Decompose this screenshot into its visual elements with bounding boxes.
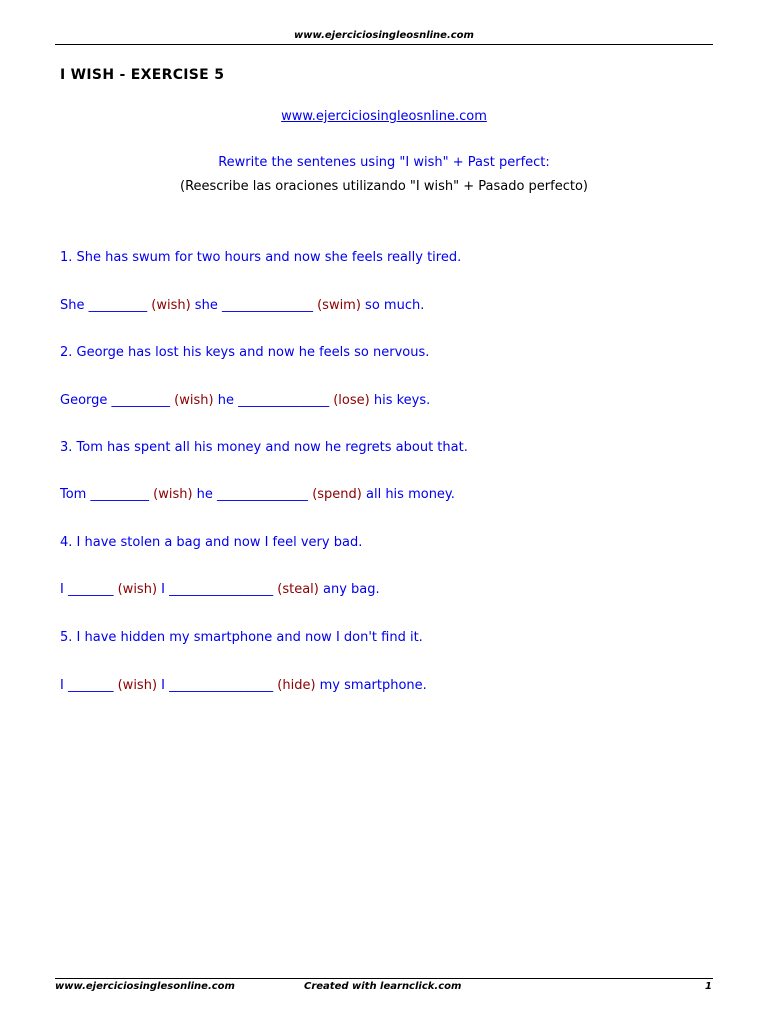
exercise-5-pronoun: I [157, 678, 170, 693]
exercise-3-verb-hint-2: (spend) [312, 487, 362, 502]
exercise-4-verb-hint-2: (steal) [277, 582, 319, 597]
exercise-5-answer-line [60, 678, 427, 693]
footer-credit: Created with learnclick.com [304, 981, 462, 992]
exercise-2-verb-hint-1: (wish) [174, 393, 214, 408]
exercise-5-sentence: 5. I have hidden my smartphone and now I don't find it. [60, 630, 423, 645]
exercise-3-verb-hint-1: (wish) [153, 487, 193, 502]
exercise-2-blank-2[interactable]: ______________ [238, 393, 330, 408]
exercise-4-sentence: 4. I have stolen a bag and now I feel very bad. [60, 535, 363, 550]
exercise-1-pronoun: she [190, 298, 222, 313]
header-url: www.ejerciciosingleosnline.com [294, 30, 474, 41]
exercise-4-pronoun: I [157, 582, 170, 597]
exercise-2-pronoun: he [213, 393, 239, 408]
exercise-5-subject: I [60, 678, 68, 693]
exercise-3-ending: all his money. [361, 487, 455, 502]
exercise-3-subject: Tom [60, 487, 91, 502]
exercise-1-sentence: 1. She has swum for two hours and now she feels really tired. [60, 250, 462, 265]
footer-url: www.ejerciciosinglesonline.com [55, 981, 235, 992]
exercise-2-answer-line [60, 393, 430, 408]
exercise-4-subject: I [60, 582, 68, 597]
exercise-1-answer-line [60, 298, 424, 313]
exercise-5-blank-1[interactable]: _______ [67, 678, 114, 693]
exercise-2-ending: his keys. [369, 393, 431, 408]
exercise-4-blank-1[interactable]: _______ [67, 582, 114, 597]
footer-divider [55, 978, 713, 979]
exercise-2-blank-1[interactable]: _________ [111, 393, 171, 408]
exercise-2-subject: George [60, 393, 112, 408]
exercise-1-verb-hint-2: (swim) [317, 298, 361, 313]
site-link[interactable]: www.ejerciciosingleosnline.com [281, 109, 487, 124]
page-number: 1 [705, 981, 712, 992]
exercise-3-blank-1[interactable]: _________ [90, 487, 149, 502]
page-title: I WISH - EXERCISE 5 [60, 67, 225, 83]
exercise-3-sentence: 3. Tom has spent all his money and now he regrets about that. [60, 440, 468, 455]
exercise-1-verb-hint-1: (wish) [151, 298, 191, 313]
exercise-4-ending: any bag. [318, 582, 380, 597]
exercise-1-blank-1[interactable]: _________ [88, 298, 148, 313]
instructions-english: Rewrite the sentenes using "I wish" + Past perfect: [218, 155, 550, 170]
exercise-5-blank-2[interactable]: ________________ [169, 678, 274, 693]
instructions-spanish: (Reescribe las oraciones utilizando "I wish" + Pasado perfecto) [180, 179, 588, 194]
exercise-3-pronoun: he [192, 487, 218, 502]
exercise-4-verb-hint-1: (wish) [117, 582, 158, 597]
exercise-4-answer-line [60, 582, 380, 597]
header-divider [55, 44, 713, 45]
exercise-1-subject: She [60, 298, 89, 313]
exercise-3-answer-line [60, 487, 455, 502]
exercise-5-verb-hint-1: (wish) [117, 678, 158, 693]
exercise-3-blank-2[interactable]: ______________ [217, 487, 309, 502]
exercise-2-verb-hint-2: (lose) [333, 393, 370, 408]
exercise-1-blank-2[interactable]: ______________ [221, 298, 313, 313]
exercise-5-verb-hint-2: (hide) [277, 678, 316, 693]
exercise-4-blank-2[interactable]: ________________ [169, 582, 274, 597]
exercise-5-ending: my smartphone. [315, 678, 427, 693]
exercise-2-sentence: 2. George has lost his keys and now he feels so nervous. [60, 345, 430, 360]
exercise-1-ending: so much. [360, 298, 425, 313]
